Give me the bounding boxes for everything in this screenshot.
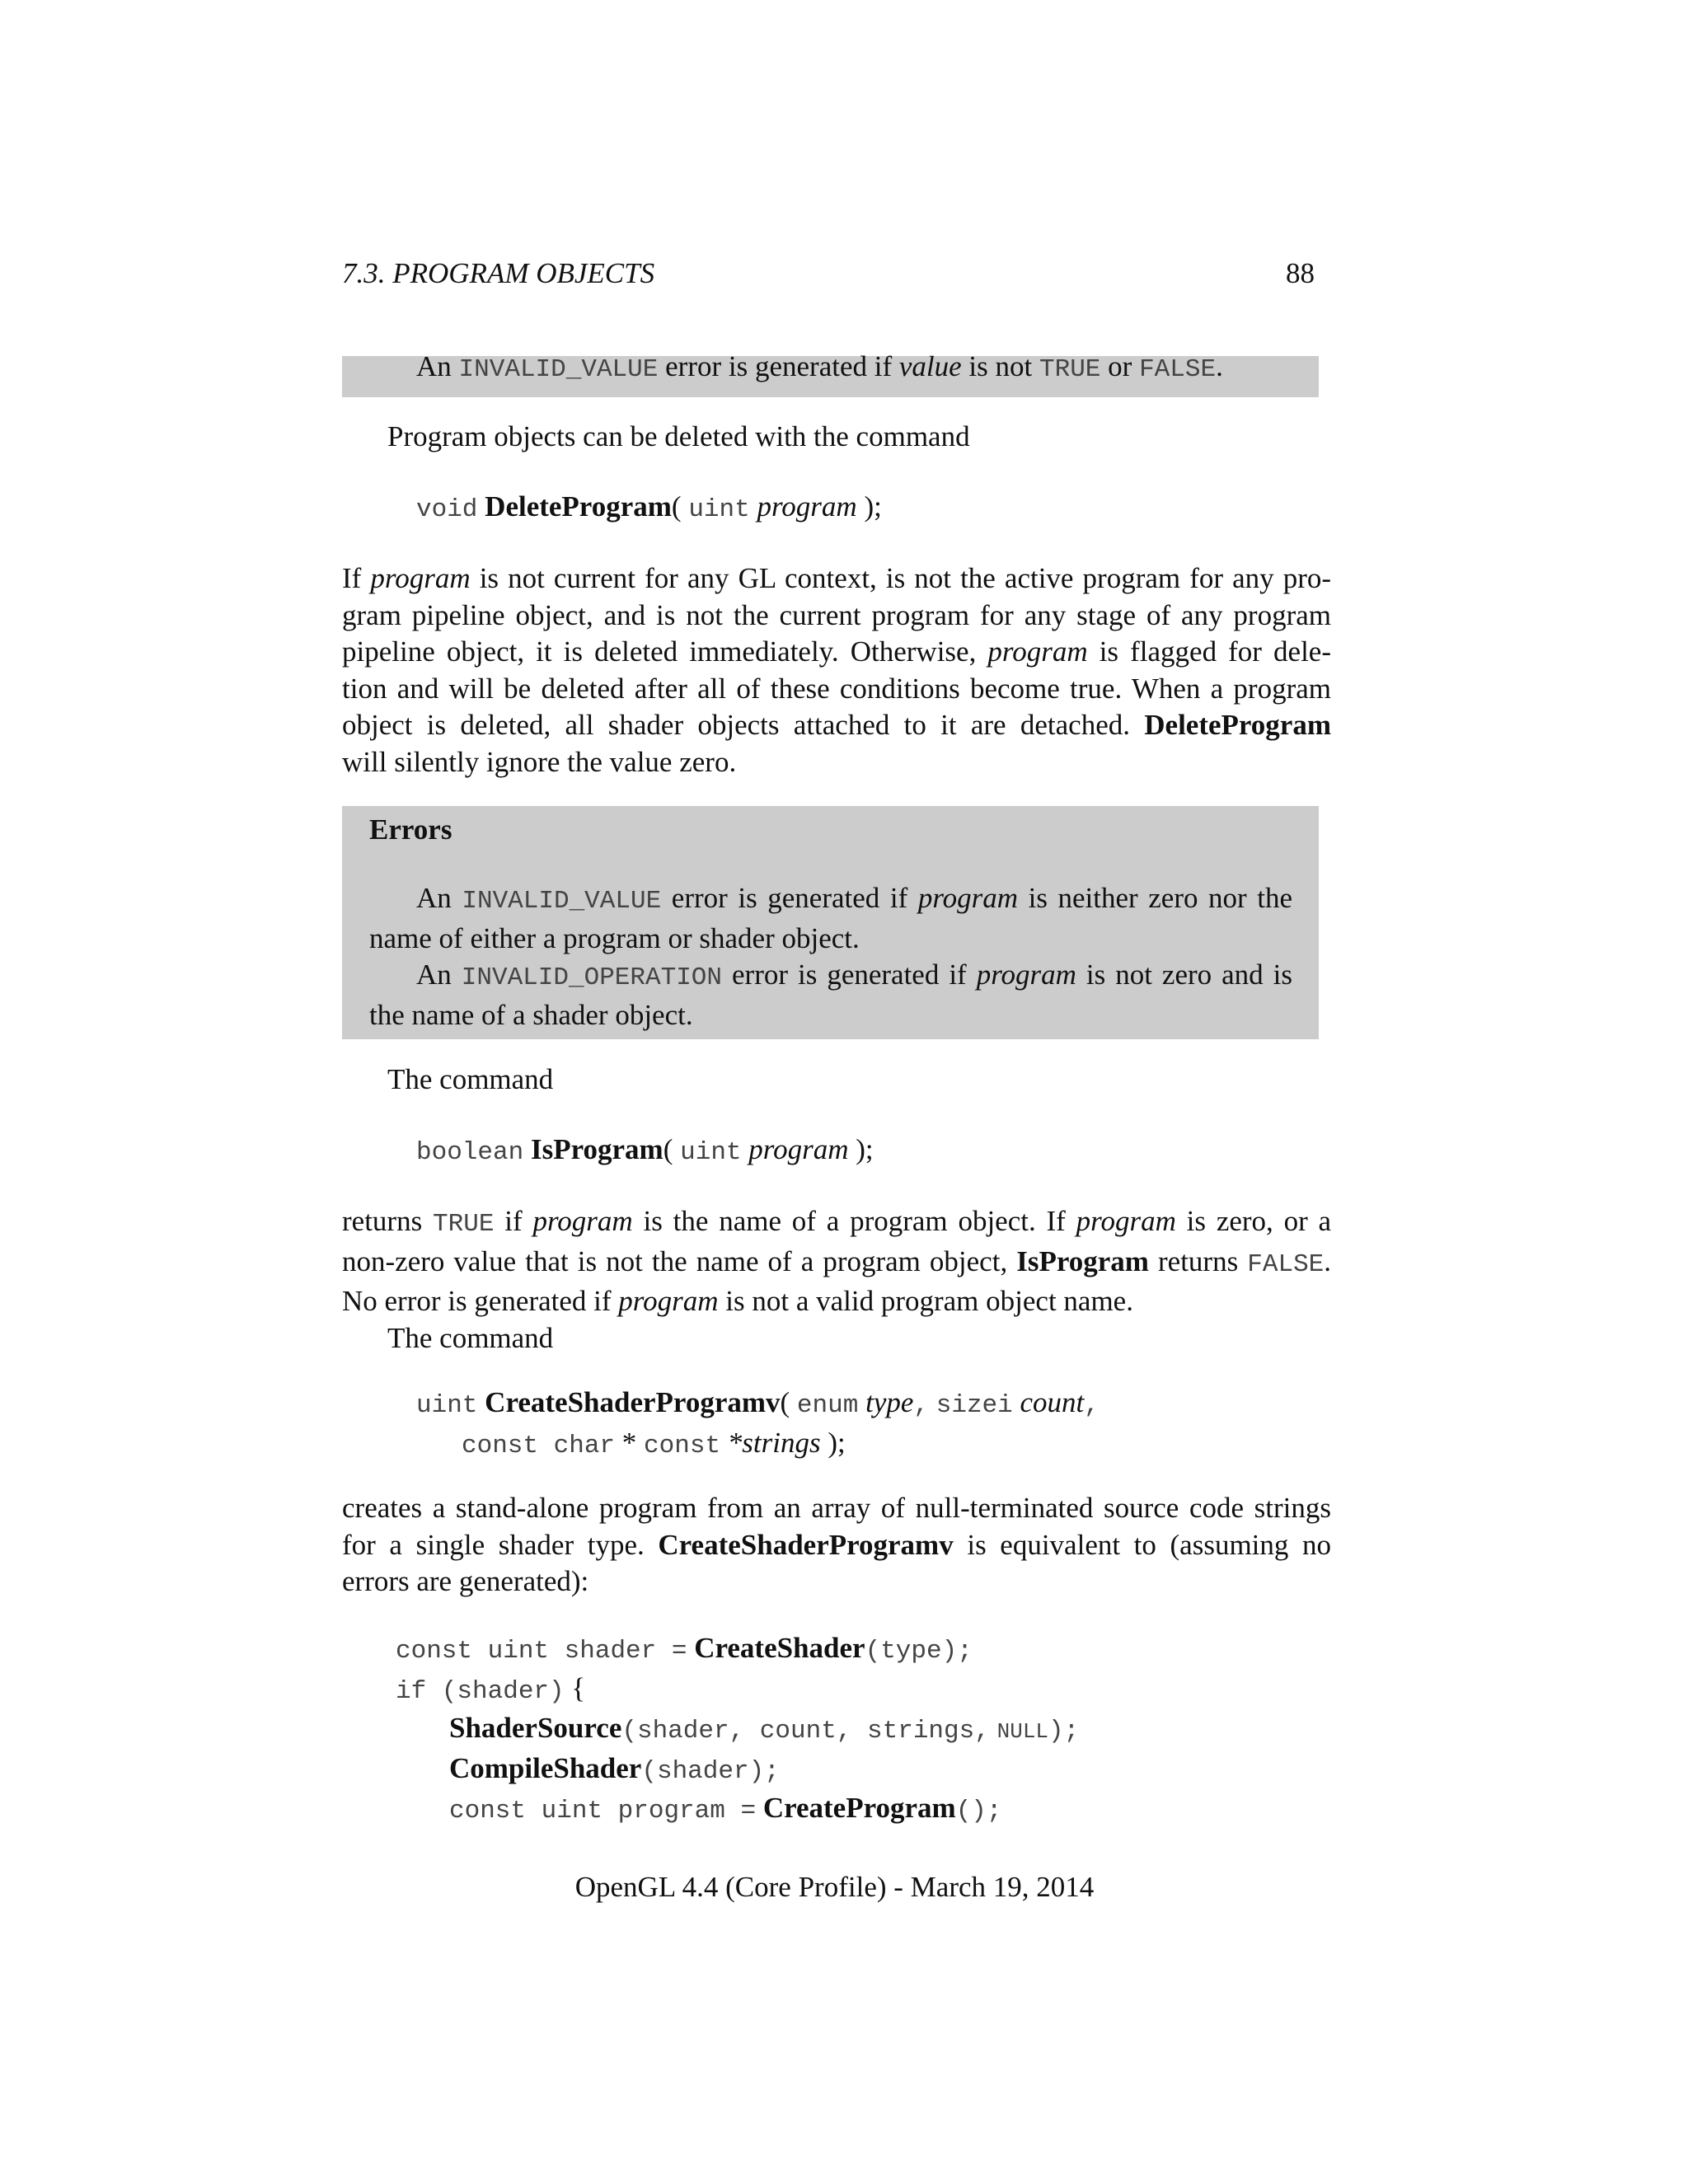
errors-list: An INVALID_VALUE error is generated if program is neither zero nor the name of either a program or shader object. An INVALID_OPERATION error is generated if program is not zero and is the name of a shader object. <box>369 882 1293 1031</box>
running-header: 7.3. PROGRAM OBJECTS <box>342 257 655 289</box>
paragraph-delete-intro: Program objects can be deleted with the command <box>387 420 970 452</box>
paragraph-delete-description: If program is not current for any GL context, is not the active program for any pro- gram pipeline object, and is not the current program for any stage of any program pipeline object, it is deleted immediately. Otherwise, program is flagged for dele- tion and will be deleted after all of these conditions become true. When a program object is deleted, all shader objects attached to it are detached. DeleteProgram will silently ignore the value zero. <box>342 562 1332 778</box>
command-create-shader-programv: uint CreateShaderProgramv( enum type, sizei count, const char * const *strings ); <box>416 1386 1100 1460</box>
command-is-program: boolean IsProgram( uint program ); <box>416 1133 874 1167</box>
paragraph-createshaderprogramv-description: creates a stand-alone program from an array of null-terminated source code strings for a single shader type. CreateShaderProgramv is equivalent to (assuming no errors are generated): <box>342 1492 1332 1597</box>
errors-title: Errors <box>369 813 452 846</box>
command-delete-program: void DeleteProgram( uint program ); <box>416 490 882 524</box>
error-invalid-value-line: An INVALID_VALUE error is generated if value is not TRUE or FALSE. <box>416 350 1223 384</box>
paragraph-isprogram-description: returns TRUE if program is the name of a program object. If program is zero, or a non-zero value that is not the name of a program object, IsProgram returns FALSE. No error is generated if program is not a valid program object name. The command <box>342 1205 1332 1354</box>
page-footer: OpenGL 4.4 (Core Profile) - March 19, 2014 <box>574 1871 1095 1903</box>
page-number: 88 <box>1286 257 1315 289</box>
code-listing: const uint shader = CreateShader(type); if (shader) { ShaderSource(shader, count, strings, NULL); CompileShader(shader); const uint program = CreateProgram(); <box>396 1632 1080 1825</box>
paragraph-isprogram-intro: The command <box>387 1063 554 1095</box>
